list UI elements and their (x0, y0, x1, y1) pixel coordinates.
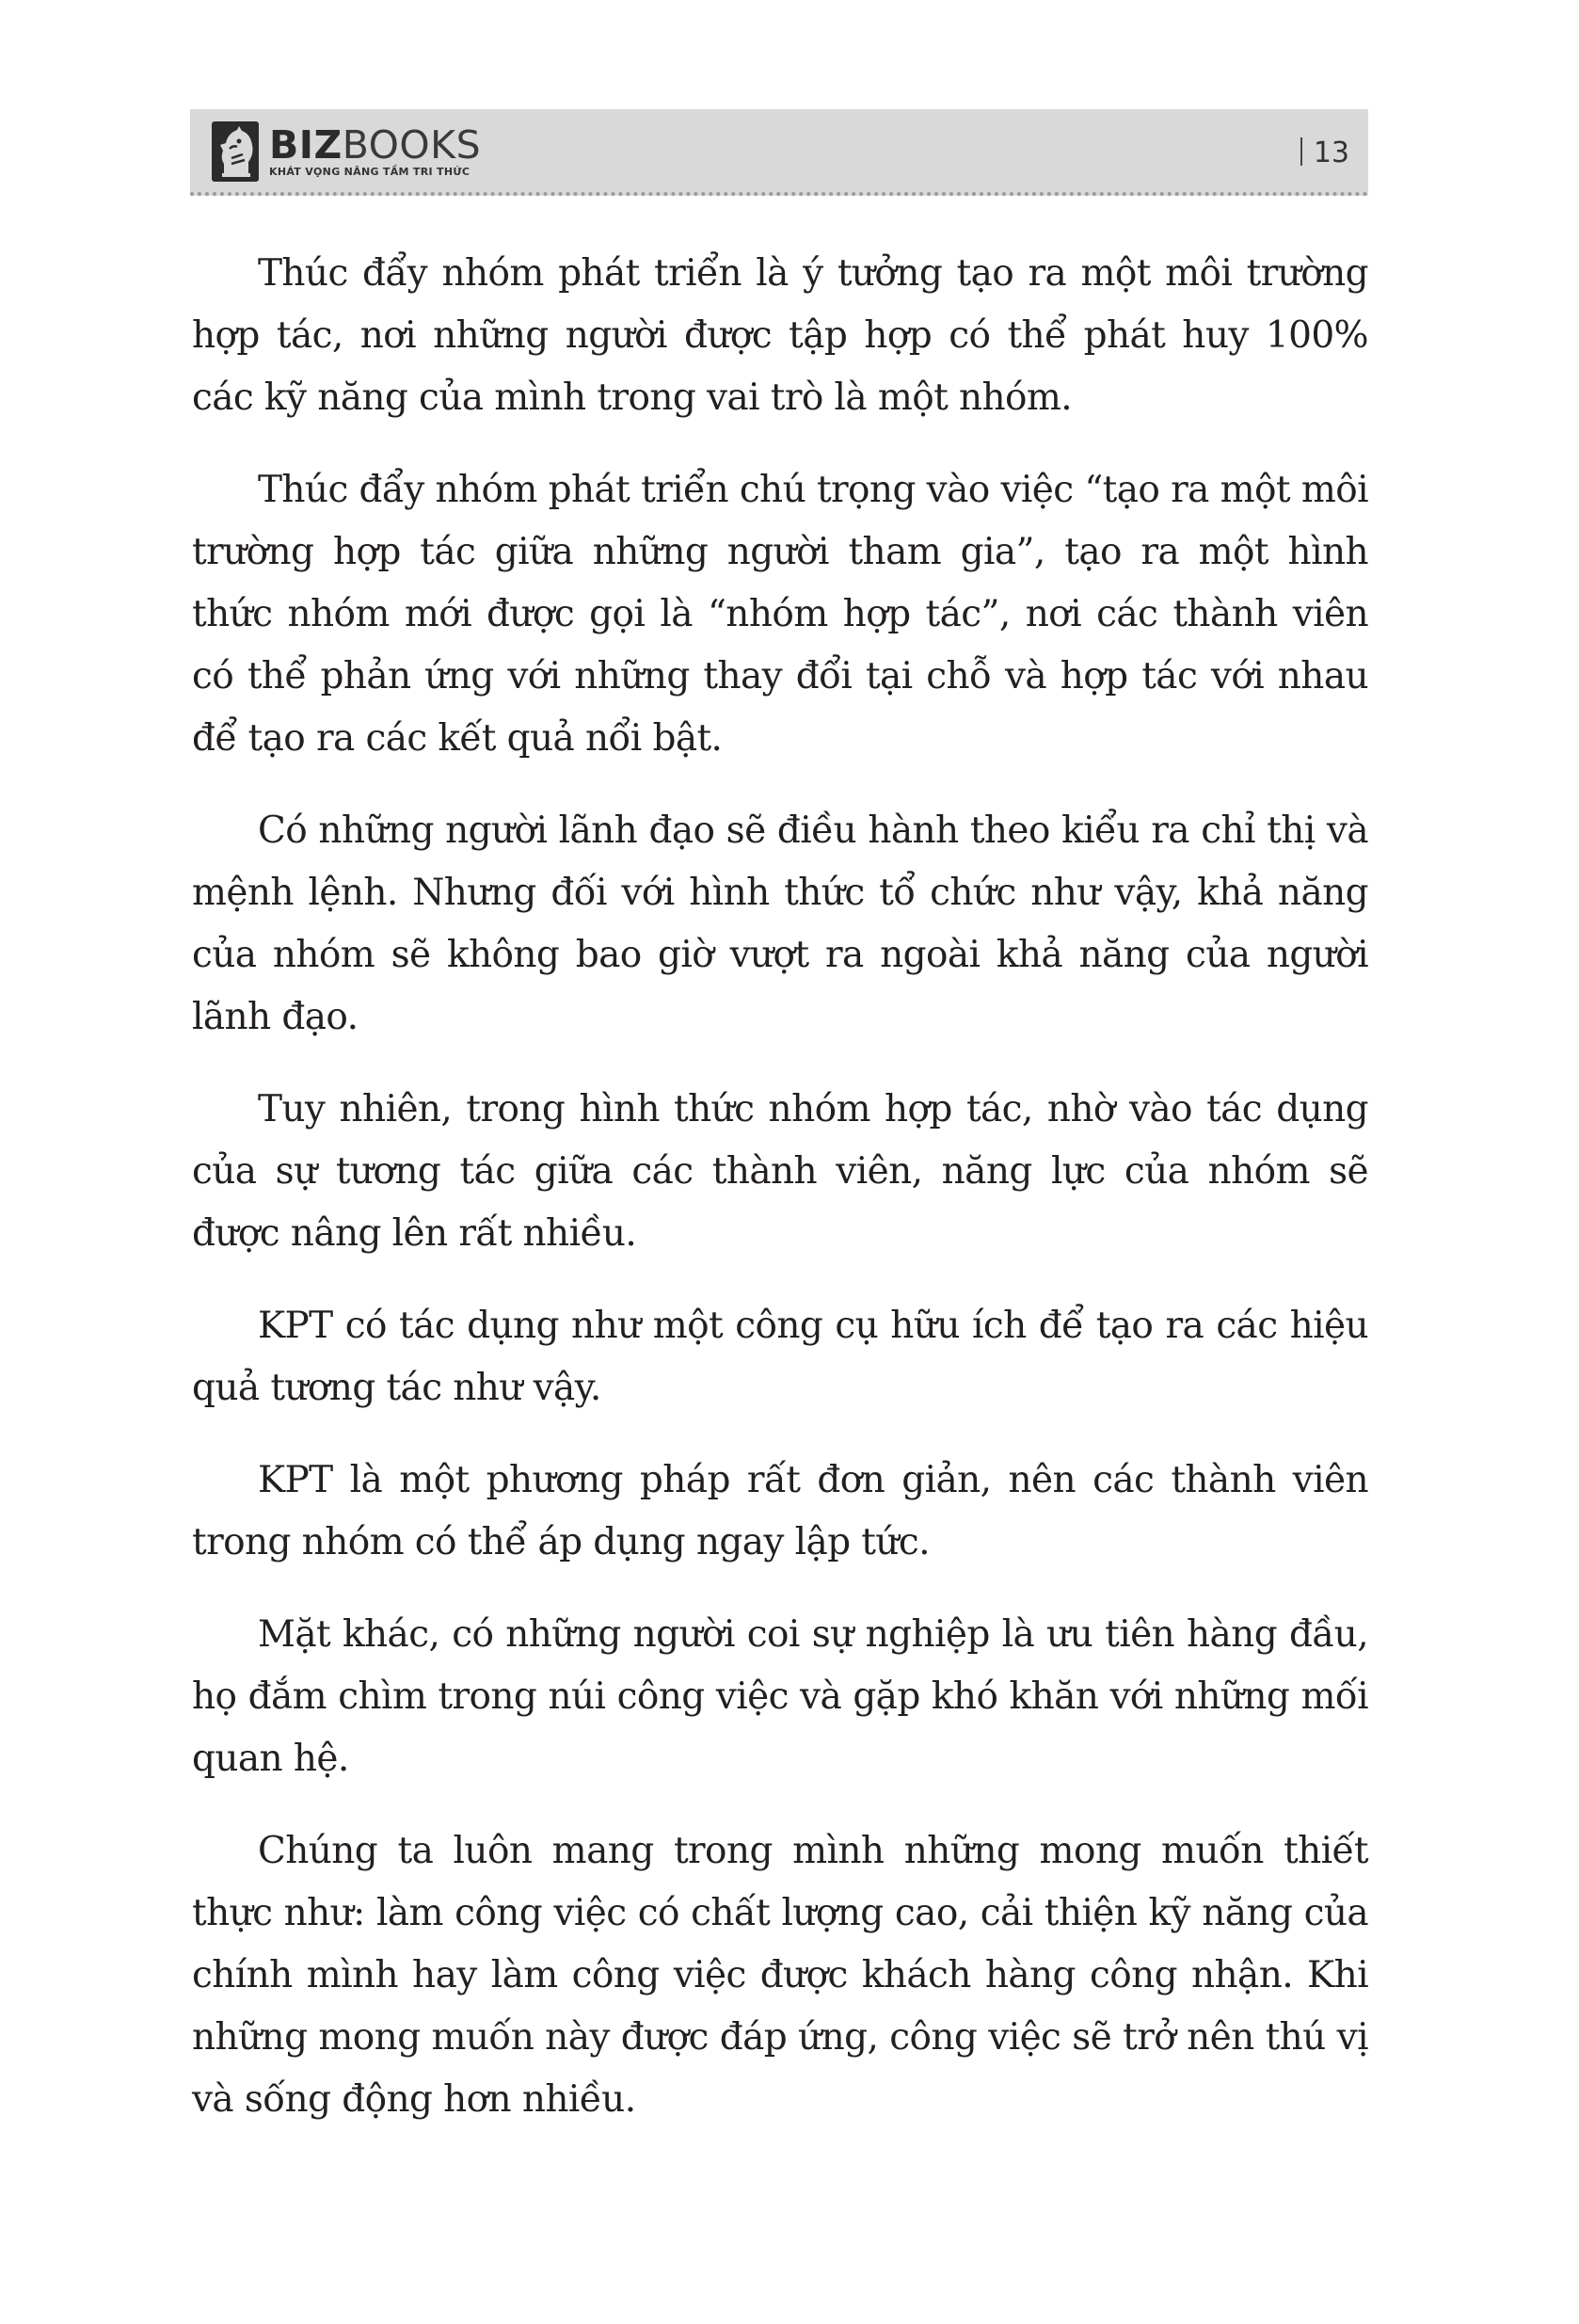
page-number-value: 13 (1313, 136, 1349, 169)
publisher-logo (211, 119, 481, 184)
paragraph: Tuy nhiên, trong hình thức nhóm hợp tác, nhờ vào tác dụng của sự tương tác giữa các thành viên, năng lực của nhóm sẽ được nâng lên rất nhiều. (192, 1088, 1368, 1255)
paragraph: Mặt khác, có những người coi sự nghiệp là ưu tiên hàng đầu, họ đắm chìm trong núi công việc và gặp khó khăn với những mối quan hệ. (192, 1613, 1368, 1780)
logo-books: BOOKS (342, 122, 482, 168)
paragraph: Có những người lãnh đạo sẽ điều hành theo kiểu ra chỉ thị và mệnh lệnh. Nhưng đối với hình thức tổ chức như vậy, khả năng của nhóm sẽ không bao giờ vượt ra ngoài khả năng của người lãnh đạo. (192, 809, 1368, 1038)
page-number-separator (1300, 137, 1302, 166)
paragraph: KPT có tác dụng như một công cụ hữu ích để tạo ra các hiệu quả tương tác như vậy. (192, 1305, 1368, 1409)
paragraph: Chúng ta luôn mang trong mình những mong muốn thiết thực như: làm công việc có chất lượng cao, cải thiện kỹ năng của chính mình hay làm công việc được khách hàng công nhận. Khi những mong muốn này được đáp ứng, công việc sẽ trở nên thú vị và sống động hơn nhiều. (192, 1830, 1368, 2121)
paragraph: Thúc đẩy nhóm phát triển chú trọng vào việc “tạo ra một môi trường hợp tác giữa những người tham gia”, tạo ra một hình thức nhóm mới được gọi là “nhóm hợp tác”, nơi các thành viên có thể phản ứng với những thay đổi tại chỗ và hợp tác với nhau để tạo ra các kết quả nổi bật. (192, 469, 1368, 760)
page-body (192, 243, 1368, 2161)
page-header (190, 109, 1368, 196)
knight-head-logo-icon (211, 120, 260, 183)
logo-tagline: KHÁT VỌNG NÂNG TẦM TRI THỨC (269, 166, 471, 178)
logo-wordmark (269, 124, 481, 166)
page-number (1300, 137, 1349, 169)
logo-biz: BIZ (269, 122, 343, 168)
paragraph: Thúc đẩy nhóm phát triển là ý tưởng tạo ra một môi trường hợp tác, nơi những người được tập hợp có thể phát huy 100% các kỹ năng của mình trong vai trò là một nhóm. (192, 252, 1368, 419)
paragraph: KPT là một phương pháp rất đơn giản, nên các thành viên trong nhóm có thể áp dụng ngay lập tức. (192, 1459, 1368, 1563)
